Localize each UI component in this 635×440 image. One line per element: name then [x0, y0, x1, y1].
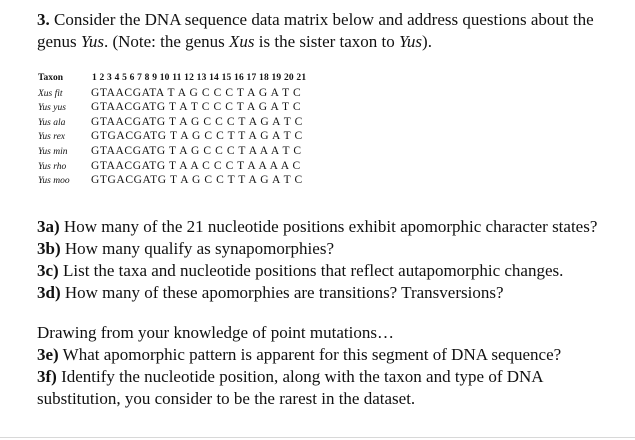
intro-text-a: Consider the DNA sequence data matrix below and address questions about the genus	[37, 10, 594, 51]
subquestion-text: List the taxa and nucleotide positions that reflect autapomorphic changes.	[58, 261, 564, 280]
dna-sequence-matrix	[38, 71, 306, 188]
subquestion-3a	[37, 216, 627, 238]
matrix-row	[38, 115, 306, 130]
taxon-name: Yus moo	[38, 176, 70, 187]
matrix-row	[38, 129, 306, 144]
subquestion-label: 3d)	[37, 283, 61, 302]
taxon-name: Yus yus	[38, 103, 66, 114]
sequence-data: GTGACGATG T A G C C T T A G A T C	[91, 174, 303, 187]
taxon-name: Xus fit	[38, 88, 63, 99]
subquestion-text: What apomorphic pattern is apparent for this segment of DNA sequence?	[58, 345, 562, 364]
subquestion-label: 3b)	[37, 239, 61, 258]
matrix-row	[38, 144, 306, 159]
subquestion-text: How many of the 21 nucleotide positions exhibit apomorphic character states?	[59, 217, 598, 236]
subquestions-block	[37, 216, 627, 410]
matrix-row	[38, 173, 306, 188]
matrix-row	[38, 159, 306, 174]
subquestion-label: 3e)	[37, 345, 59, 364]
subquestion-3f	[37, 366, 627, 410]
matrix-header-row	[38, 71, 306, 86]
question-intro	[37, 9, 627, 53]
sequence-data: GTAACGATG T A T C C C T A G A T C	[91, 101, 302, 114]
taxon-name: Yus min	[38, 146, 68, 157]
intro-text-c: is the sister taxon to	[254, 32, 400, 51]
sequence-data: GTAACGATG T A A C C C T A A A A C	[91, 159, 301, 172]
subquestion-3c	[37, 260, 627, 282]
sister-genus-name: Xus	[229, 32, 255, 51]
matrix-row	[38, 86, 306, 101]
taxon-name: Yus rho	[38, 161, 67, 172]
section-gap	[37, 304, 627, 322]
sequence-data: GTAACGATG T A G C C C T A G A T C	[91, 115, 303, 128]
subquestion-label: 3a)	[37, 217, 60, 236]
sequence-data: GTAACGATA T A G C C C T A G A T C	[91, 86, 302, 99]
intro-text-d: ).	[422, 32, 432, 51]
matrix-row	[38, 100, 306, 115]
subquestion-text: How many of these apomorphies are transitions? Transversions?	[60, 283, 504, 302]
taxon-column-header: Taxon	[38, 73, 63, 83]
subquestion-label: 3f)	[37, 367, 57, 386]
position-numbers-header: 1 2 3 4 5 6 7 8 9 10 11 12 13 14 15 16 17 18 19 20 21	[92, 73, 307, 83]
taxon-name: Yus ala	[38, 117, 66, 128]
sequence-data: GTGACGATG T A G C C T T A G A T C	[91, 130, 303, 143]
genus-name: Yus	[80, 32, 104, 51]
subquestion-text: How many qualify as synapomorphies?	[60, 239, 334, 258]
drawing-intro: Drawing from your knowledge of point mutations…	[37, 323, 394, 342]
genus-name-repeat: Yus	[399, 32, 423, 51]
subquestion-3e	[37, 344, 627, 366]
subquestion-3b	[37, 238, 627, 260]
intro-text-b: . (Note: the genus	[103, 32, 230, 51]
subquestion-3d	[37, 282, 627, 304]
bottom-divider	[0, 437, 635, 438]
question-number: 3.	[37, 10, 50, 29]
subquestion-text: Identify the nucleotide position, along with the taxon and type of DNA substitution, you consider to be the rarest in the dataset.	[37, 367, 543, 408]
subquestion-label: 3c)	[37, 261, 59, 280]
taxon-name: Yus rex	[38, 132, 66, 143]
sequence-data: GTAACGATG T A G C C C T A A A T C	[91, 144, 302, 157]
